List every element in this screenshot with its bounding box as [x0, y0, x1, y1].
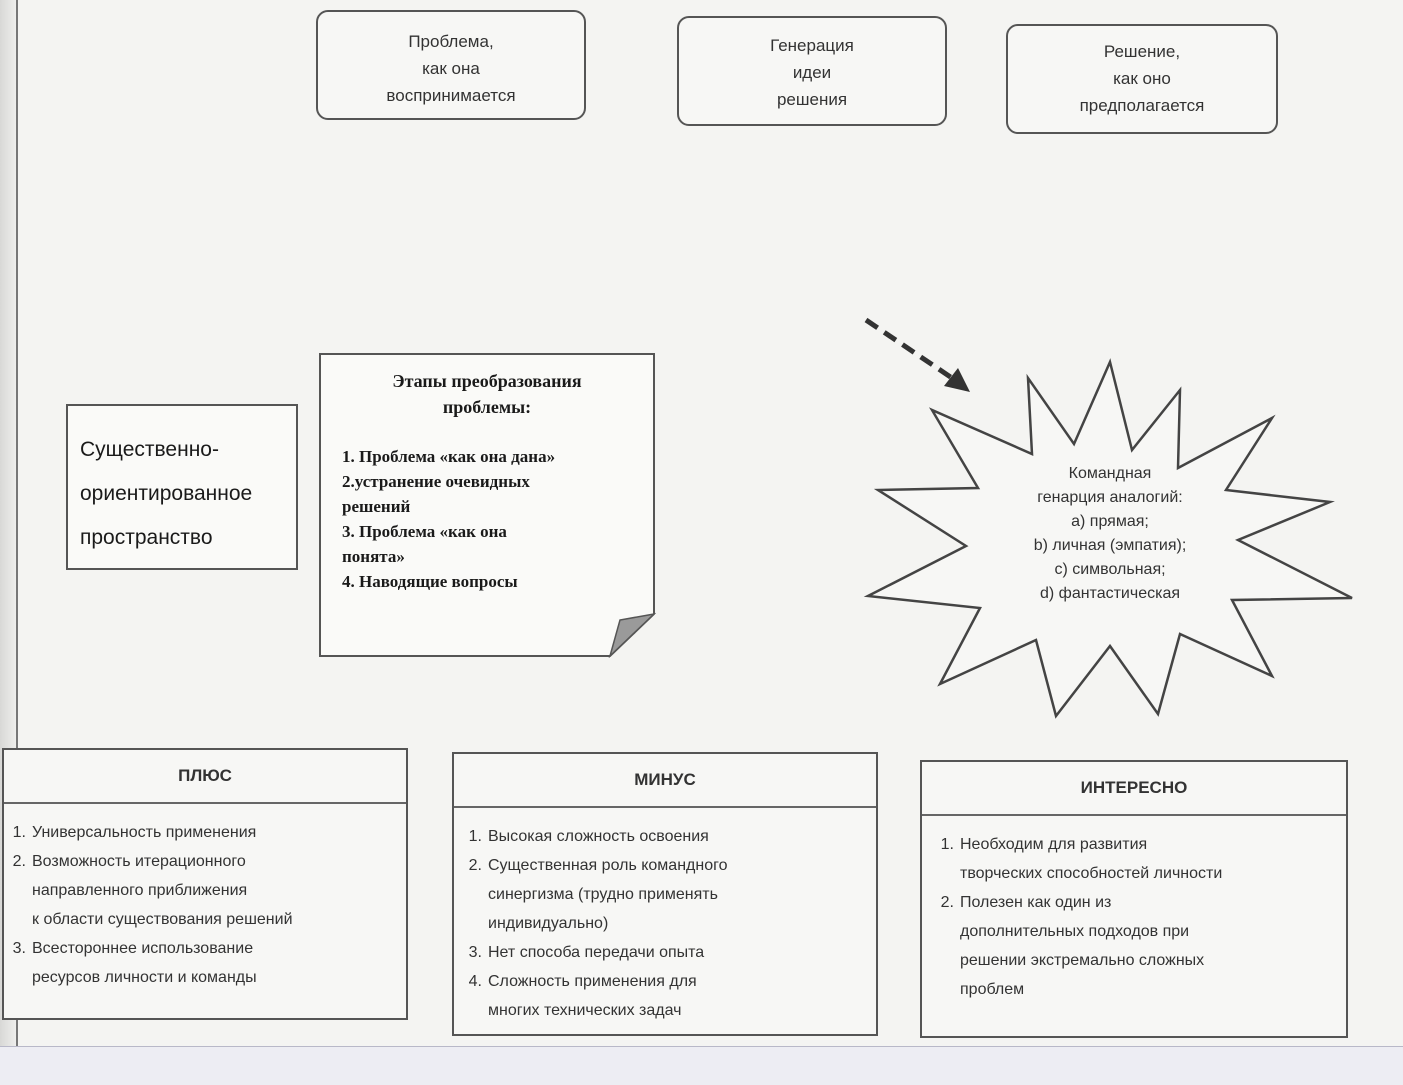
minus-table: [452, 752, 878, 1036]
minus-list: [454, 808, 876, 1025]
list-item: [932, 946, 1338, 975]
interesting-table: [920, 760, 1348, 1038]
stage-item: 4. Наводящие вопросы: [342, 572, 518, 591]
list-item: [932, 917, 1338, 946]
plus-heading: ПЛЮС: [4, 750, 406, 804]
box-line: как оно: [1113, 69, 1171, 88]
list-item: [460, 938, 868, 967]
item-text: к области существования решений: [32, 911, 293, 928]
item-number: [932, 917, 960, 946]
list-item: [4, 934, 398, 963]
item-number: 2.: [940, 894, 954, 911]
item-text: многих технических задач: [488, 1002, 682, 1019]
plus-list: [4, 804, 406, 992]
list-item: [932, 830, 1338, 859]
list-item: [932, 975, 1338, 1004]
bottom-strip: [0, 1046, 1403, 1085]
idea-generation-box: [677, 16, 947, 126]
box-line: предполагается: [1079, 96, 1205, 115]
stage-item: 3. Проблема «как она: [342, 522, 507, 541]
list-item: [460, 851, 868, 880]
solution-proposed-box: [1006, 24, 1278, 134]
list-item: [460, 822, 868, 851]
stages-title: [318, 368, 656, 420]
item-text: направленного приближения: [32, 882, 248, 899]
box-line: как она: [422, 59, 480, 78]
list-item: [4, 876, 398, 905]
box-line: Решение,: [1103, 42, 1181, 61]
starburst-line: генарция аналогий:: [1037, 489, 1183, 506]
item-text: Всестороннее использование: [32, 940, 254, 957]
stages-title-line: Этапы преобразования: [392, 371, 582, 391]
item-text: Нет способа передачи опыта: [488, 944, 705, 961]
item-number: 4.: [468, 973, 482, 990]
list-item: [4, 905, 398, 934]
box-line: Проблема,: [408, 32, 494, 51]
stage-item: понята»: [342, 547, 405, 566]
box-line: Генерация: [770, 36, 854, 55]
item-number: [4, 963, 32, 992]
item-text: Универсальность применения: [32, 824, 257, 841]
space-line: Существенно-: [80, 438, 219, 461]
item-text: Необходим для развития: [960, 836, 1148, 853]
item-text: Полезен как один из: [960, 894, 1112, 911]
item-text: проблем: [960, 981, 1025, 998]
item-text: Возможность итерационного: [32, 853, 246, 870]
item-number: 3.: [12, 940, 26, 957]
item-number: [460, 880, 488, 909]
minus-heading: МИНУС: [454, 754, 876, 808]
space-box: [66, 404, 298, 570]
item-number: [460, 996, 488, 1025]
item-text: ресурсов личности и команды: [32, 969, 257, 986]
box-line: решения: [776, 90, 848, 109]
item-number: 1.: [940, 836, 954, 853]
list-item: [4, 818, 398, 847]
item-number: 2.: [12, 853, 26, 870]
problem-perceived-box: [316, 10, 586, 120]
space-line: пространство: [80, 526, 213, 549]
item-text: Существенная роль командного: [488, 857, 728, 874]
item-number: [4, 876, 32, 905]
starburst-line: c) символьная;: [1054, 561, 1166, 578]
list-item: [460, 880, 868, 909]
item-number: [4, 905, 32, 934]
starburst-line: d) фантастическая: [1039, 585, 1181, 602]
stages-title-line: проблемы:: [442, 397, 532, 417]
item-number: [932, 975, 960, 1004]
stages-list: [342, 444, 642, 594]
item-number: 1.: [12, 824, 26, 841]
starburst-text: [950, 462, 1270, 606]
stages-note: [318, 352, 656, 658]
item-number: [932, 946, 960, 975]
starburst-line: Командная: [1068, 465, 1152, 482]
starburst-line: b) личная (эмпатия);: [1033, 537, 1187, 554]
item-text: дополнительных подходов при: [960, 923, 1190, 940]
box-line: идеи: [792, 63, 832, 82]
item-text: синергизма (трудно применять: [488, 886, 718, 903]
item-number: [460, 909, 488, 938]
plus-table: [2, 748, 408, 1020]
interesting-list: [922, 816, 1346, 1004]
starburst-line: a) прямая;: [1071, 513, 1149, 530]
space-line: ориентированное: [80, 482, 253, 505]
list-item: [460, 967, 868, 996]
stage-item: 2.устранение очевидных: [342, 472, 530, 491]
item-text: Высокая сложность освоения: [488, 828, 709, 845]
stage-item: решений: [342, 497, 411, 516]
item-text: решении экстремально сложных: [960, 952, 1205, 969]
item-text: индивидуально): [488, 915, 609, 932]
list-item: [4, 963, 398, 992]
stage-item: 1. Проблема «как она дана»: [342, 447, 556, 466]
analogies-starburst: [860, 350, 1360, 720]
item-number: [932, 859, 960, 888]
item-number: 3.: [468, 944, 482, 961]
item-text: творческих способностей личности: [960, 865, 1223, 882]
item-text: Сложность применения для: [488, 973, 697, 990]
box-line: воспринимается: [386, 86, 516, 105]
item-number: 2.: [468, 857, 482, 874]
list-item: [932, 859, 1338, 888]
interesting-heading: ИНТЕРЕСНО: [922, 762, 1346, 816]
item-number: 1.: [468, 828, 482, 845]
list-item: [4, 847, 398, 876]
list-item: [460, 909, 868, 938]
list-item: [460, 996, 868, 1025]
list-item: [932, 888, 1338, 917]
